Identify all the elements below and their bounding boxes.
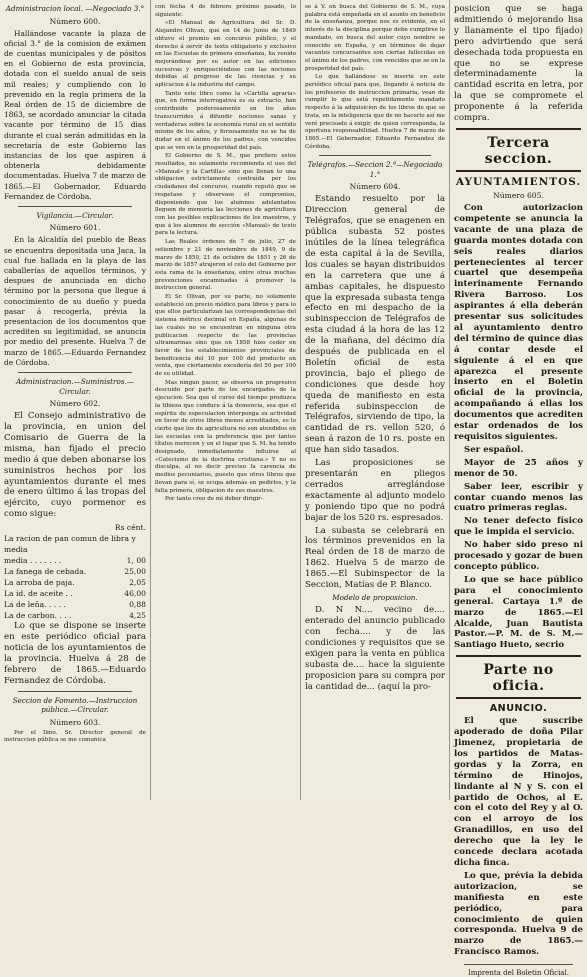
column-2 [150, 0, 300, 800]
price-item: La arroba de paja. [4, 578, 75, 588]
column-1 [0, 0, 150, 800]
notice-body: El Consejo administrativo de la provincia, en union del Comisario de Guerra de la misma, han fijado el precio medio á que deben abonarse los suministros hechos por los ayuntamientos durante el mes de enero último á las tropas del ejército, cuyo pormenor es como sigue: [4, 411, 146, 520]
subsection-title: AYUNTAMIENTOS. [455, 175, 582, 188]
divider [18, 372, 132, 373]
notice-body: El Gobierno de S. M., que prefiere estos resultados, no solamente recomienda el uso del «Manual» y la Cartilla» sino que llenan to una obligacion estrictamente contraída por los ciudadanos del concurso, cuando reputó que se respetase y observase el compromiso, disponiendo que los alumnos adelantados lleguen de memoria las lecciones de agricultura con las posibles explicaciones de los maestros, y que á los alumnos de sección «Manual» de texto para la lectura. [155, 153, 296, 237]
price-intro: La racion de pan comun de libra y media [4, 534, 136, 555]
notice-body: «El Manual de Agricultura del Sr. D. Alejandro Olivan, que en 14 de Junio de 1849 obtuvo el premio en concurso público, y el derecho á servir de texto obligatorio y exclusivo en las Escuelas de primera enseñanza, ha venido mejorándose por su autor en las ediciones sucesivas y enriqueciéndose con las nociones debidas al progreso de las ciencias y su aplicacion á la industria del campo. [155, 20, 296, 89]
price-value: 46,00 [124, 589, 146, 599]
column-4 [449, 0, 587, 977]
price-item: La de leña. . . . . [4, 600, 66, 610]
section-title-box [456, 128, 581, 172]
section-header: Telégrafos.—Seccion 2.ª—Negociado 1.° [307, 160, 443, 179]
notice-number: Número 600. [49, 16, 101, 26]
notice-body: Lo que se dispone se inserte en este periódico oficial para noticia de los ayuntamientos de la provincia. Huelva á 28 de febrero de 1865.—Eduardo Fernandez de Córdoba. [4, 621, 146, 686]
divider [319, 155, 431, 156]
notice-body: D. N N.... vecino de.... enterado del anuncio publicado con fecha.... y de las condiciones y requisitos que se exigen para la venta en pública subasta de.... hace la siguiente proposicion para su compra por la cantidad de... (aquí la pro- [305, 605, 445, 692]
price-value: 2,05 [129, 578, 146, 588]
price-row [4, 566, 146, 577]
price-row [4, 555, 146, 566]
notice-body: Hallándose vacante la plaza de oficial 3.° de la comision de exámen de cuentas municipales y de pósitos en el Gobierno de esta provincia, dotada con el sueldo anual de seis mil reales; y cumpliendo con lo prevenido en la regla primera de la Real órden de 15 de diciembre de 1863, se acordado anunciar la citada vacante por término de 15 dias durante el cual serán admitidas en la secretaría de este Gobierno las instancias de los que aspiren á obtenerla debidamente documentadas. Huelva 7 de marzo de 1865.—El Gobernador, Eduardo Fernandez de Córdoba. [4, 28, 146, 201]
price-item: La fanega de cebada. [4, 567, 87, 577]
notice-body: Lo que hallándose se inserte en este periódico oficial para que, llegando á noticia de los profesores de instruccion primaria, vean de cumplir lo que está repetidamente mandado respecto á la adquisicion de los libros de que se trata, en la inteligencia que de no hacerlo así me veré precisado á exigir, de quien corresponda, la oportuna responsabilidad. Huelva 7 de marzo de 1865.—El Gobernador, Eduardo Fernandez de Córdoba. [305, 74, 445, 150]
column-3 [300, 0, 449, 800]
section-title: Tercera seccion. [484, 134, 553, 167]
section-header: Vigilancia.—Circular. [36, 210, 114, 220]
price-table [4, 555, 146, 621]
notice-body: Las Reales órdenes de 7 de julio, 27 de setiembre y 21 de noviembre de 1849, 9 de marzo de 1850, 21 de octubre de 1851 y 26 de marzo de 1857 atrajeron el celo del Gobierno por esta rama de la enseñanza, entre otras muchas prevenciones encaminadas á promover la instruccion general. [155, 239, 296, 292]
requirement-item: Mayor de 25 años y menor de 50. [454, 457, 583, 479]
section-header: Administracion local. —Negociado 3.° [5, 4, 145, 13]
requirement-item: Ser español. [464, 444, 524, 455]
notice-body: se á V. en busca del Gobierno de S. M., cuya palabra está empeñada en el asunto en beneficio de la enseñanza, porque nos es evidente, en el interés de la disciplina porque debe cumplirse lo mandado, en busca del autor cuyo nombre se conocido en España, y en términos de dejar vacantes concursantes son ciertas fallecidas en el ánimo de los padres, con vencidos que se en la prosperidad del país. [305, 4, 445, 72]
notice-body: Las proposiciones se presentarán en pliegos cerrados arreglándose exactamente al adjunto modelo y poniendo tipo que no podrá bajar de los 520 rs. espresados. [305, 458, 445, 523]
section-title: Parte no oficia. [483, 662, 554, 695]
notice-body: Por tanto creo de mi deber dirigir- [165, 496, 263, 503]
notice-body: Mas ningun pacer, se observa un progresivo descuido por parte de los encargados de la ejecucion. Sea que el curso del tiempo produzca la tibieza que conduce á la demencia, sea que el espíritu de especulacion interponga su actividad en favor de otros libros menos acreditados, es lo cierto que los de agricultura no son atendidos en las escuelas con la preferencia que por tantos títulos merecen y en el lugar que S. M. ha tenido designado, inmediatamente influirse al «Catecismo de la doctrina cristiana.» Y no es disculpa, al no decir preciso la carencia de medios pecuniarios, puesto que otros libros que llevan para sí, se ocupa además en pedirlos, y la falta primera, obligacion de sus maestros. [155, 379, 296, 494]
notice-body: Lo que se hace público para el conocimiento general. Cartaya 1.º de marzo de 1865.—El Alcalde, Juan Bautista Pastor.—P. M. de S. M.—Santiago Hueto, secrio [454, 574, 583, 651]
printer-imprint: Imprenta del Boletin Oficial. [464, 964, 573, 977]
requirement-item: No tener defecto físico que le impida el servicio. [454, 516, 583, 538]
notice-body: con fecha 4 de febrero próximo pasado, lo siguiente: [155, 4, 296, 18]
notice-body: El que suscribe apoderado de doña Pilar Jimenez, propietaria de los partidos de Matas-gordas y la Zorra, en término de Hinojos, lindante al N y S. con el partido de Ochos, al E. con el coto del Rey y al O. con el arroyo de los Granadillos, en uso del derecho que la ley le concede declara acotada dicha finca. [454, 716, 583, 868]
notice-number: Número 605. [493, 190, 544, 200]
notice-body: Estando resuelto por la Direccion general de Telégrafos, que se enagenen en pública subasta 52 postes inútiles de la línea telegráfica de esta capital á la de Sevilla, los cuales se hayan distribuidos en la carretera que une á ambas capitales, he dispuesto que la expresada subasta tenga efecto en mi despacho de la subinspeccion de Telégrafos de esta ciudad á la hora de las 12 de la mañana, del décimo día después de publicada en el Boletín oficial de esta provincia, bajo el pliego de condiciones que desde hoy queda de manifiesto en esta referida subinspeccion de Telégrafos, sirviendo de tipo, la cantidad de rs. vellon 520, ó sean á razon de 10 rs. poste en que han sido tasados. [305, 194, 445, 456]
section-header: Seccion de Fomento.—Instruccion pública.—Circular. [12, 695, 138, 715]
notice-number: Número 602. [49, 399, 101, 409]
price-row [4, 599, 146, 610]
price-item: La de carbon. . . . [4, 611, 72, 621]
price-row [4, 610, 146, 621]
notice-number: Número 604. [349, 182, 401, 192]
notice-body: En la Alcaldía del pueblo de Beas se encuentra depositada una Jaca, la cual fue hallada en la playa de las caballerías de aquellos términos, y despues de anunciada en dicho término por la persona que llegue á conocimiento de su dueño y pueda pasar á recogerla, prévia la presentacion de los documentos que acrediten su legitimidad, se anuncia por medio del presente. Huelva 7 de marzo de 1865.—Eduardo Fernandez de Córdoba. [4, 235, 146, 367]
notice-body: Lo que, prévia la debida autorizacion, se manifiesta en este periódico, para conocimiento de quien corresponda. Huelva 9 de marzo de 1865.—Francisco Ramos. [454, 870, 583, 958]
announcement-title: ANUNCIO. [489, 703, 548, 715]
requirement-item: No haber sido preso ni procesado y gozar de buen concepto público. [454, 540, 583, 572]
price-row [4, 588, 146, 599]
requirement-item: Saber leer, escribir y contar cuando menos las cuatro primeras reglas. [454, 481, 583, 514]
notice-body: La subasta se celebrará en los términos prevenidos en la Real órden de 18 de marzo de 1862. Huelva 5 de marzo de 1865.—El Subinspector de la Seccion, Matías de P. Blanco. [305, 525, 445, 591]
notice-body: posicion que se haga admitiendo ó mejorando lisa y llanamente el tipo fijado) pero advirtiendo que será desechada toda propuesta en que no se exprese determinadamente la cantidad escrita en letra, por la que se compromete el proponente á la referida compra. [454, 4, 583, 124]
divider [18, 206, 132, 207]
price-item: media . . . . . . . [4, 556, 62, 566]
section-title-box [456, 655, 581, 699]
notice-body: El Sr. Olivan, por su parte, no solamente estableció un precio módico para libros y para lo que ellos particularizan las correspondencias del sistema métrico decimal en España, algunas de las cuales no se encuentran en ninguna otra publicacion respecto de las provincias ultramarinas sino que en 1858 hizo ceder en favor de los establecimientos provinciales de beneficencia del 10 por 100 del producto en venta, que ciertamente excedería del 50 por 100 de su utilidad. [155, 294, 296, 378]
price-value: 25,00 [124, 567, 146, 577]
price-value: 1, 00 [126, 556, 146, 566]
price-value: 4,25 [129, 611, 146, 621]
price-item: La id. de aceite . . [4, 589, 73, 599]
divider [18, 691, 132, 692]
notice-number: Número 601. [49, 223, 101, 233]
notice-body: Tanto este libro como la «Cartilla agraria» que, en forma interrogativa es su extracto, han contribuido poderosamente en los años transcurridos á difundir nociones sanas y verdaderas sobre la economía rural en el sentido mismo de los años, y forzosamente no se ha de dudar en el ánimo de los padres, con vencidos que se ven en la prosperidad del país. [155, 90, 296, 151]
notice-number: Número 603. [49, 717, 101, 727]
notice-body: Por el Ilmo. Sr. Director general de instruccion pública se me comunica [4, 729, 146, 744]
price-column-header: Rs cént. [114, 523, 146, 533]
price-value: 0,88 [129, 600, 146, 610]
model-heading: Modelo de proposicion. [332, 592, 418, 602]
section-header: Administracion.—Suministros.—Circular. [16, 377, 134, 396]
price-row [4, 577, 146, 588]
notice-body: Con autorizacion competente se anuncia la vacante de una plaza de guarda montes dotada con seis reales diarios pertenecientes al tercer cuartel que desempeña interinamente Fernando Rivera Barroso. Los aspirantes á ella deberán presentar sus solicitudes al ayuntamiento dentro del término de quince dias á contar desde el siguiente á el en que aparezca el presente inserto en el Boletin oficial de la provincia, acompañando á ellas los documentos que acrediten estar ordenados de los requisitos siguientes. [454, 202, 583, 442]
